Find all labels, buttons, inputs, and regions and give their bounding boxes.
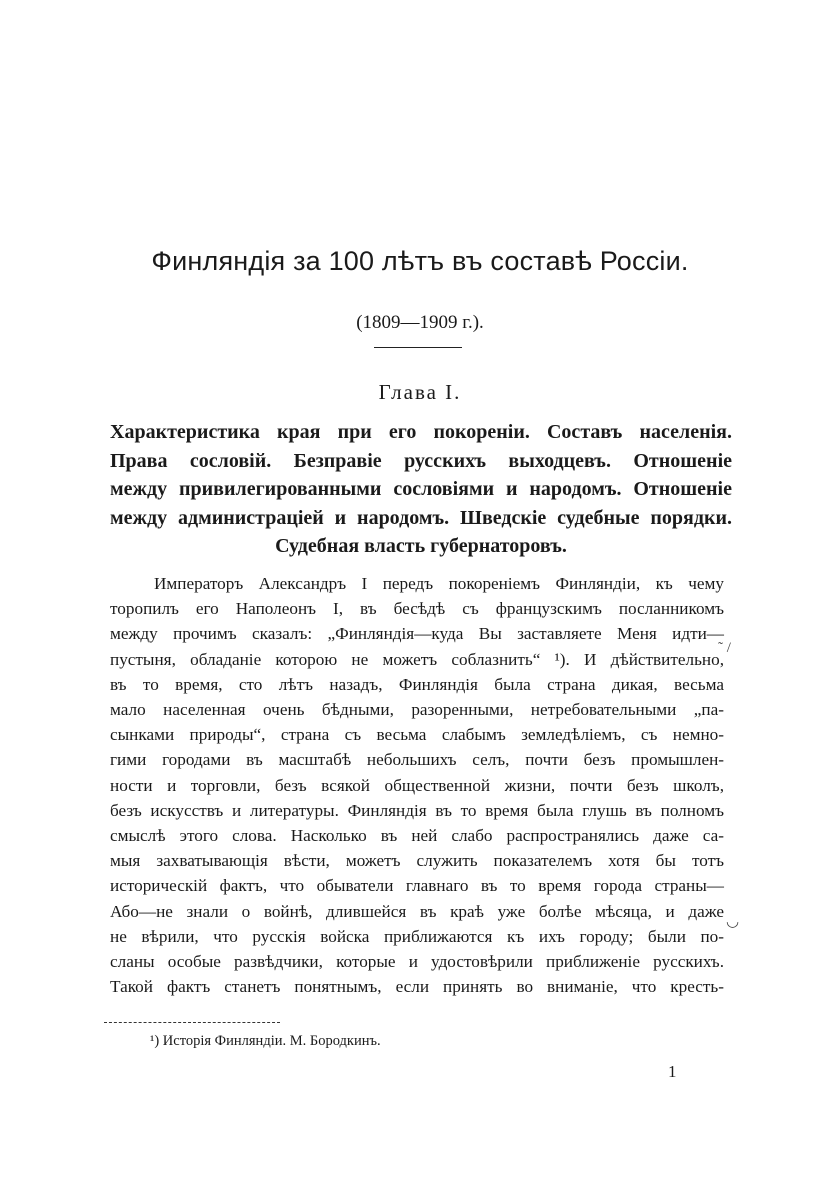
body-line: Такой фактъ станетъ понятнымъ, если принять во вниманіе, что кресть- [110,977,724,997]
body-line: мыя захватывающія вѣсти, можетъ служить показателемъ хотя бы тотъ [110,851,724,871]
summary-line: между привилегированными сословіями и народомъ. Отношеніе [110,478,732,500]
body-line: Императоръ Александръ I передъ покореніемъ Финляндіи, къ чему [154,574,724,593]
page-title: Финляндія за 100 лѣтъ въ составѣ Россіи. [151,246,689,276]
body-line: между прочимъ сказалъ: „Финляндія—куда Вы заставляете Меня идти— [110,624,724,644]
page-number: 1 [668,1062,677,1081]
body-line: сланы особые развѣдчики, которые и удостовѣрили приближеніе русскихъ. [110,952,724,972]
body-line: гими городами въ масштабѣ небольшихъ селъ, почти безъ промышлен- [110,750,724,770]
body-line: сынками природы“, страна съ весьма слабымъ земледѣліемъ, съ немно- [110,725,724,745]
body-line: въ то время, сто лѣтъ назадъ, Финляндія была страна дикая, весьма [110,674,724,694]
chapter-heading: Глава I. [378,380,462,404]
body-line: Або—не знали о войнѣ, длившейся въ краѣ уже болѣе мѣсяца, и даже [110,901,724,921]
summary-line: Характеристика края при его покореніи. Составъ населенія. [110,421,732,443]
body-line: не вѣрили, что русскія войска приближаются къ ихъ городу; были по- [110,926,724,946]
body-line: историческій фактъ, что обыватели главнаго въ то время города страны— [110,876,724,896]
chapter-summary [110,418,732,561]
summary-line: Судебная власть губернаторовъ. [275,535,567,557]
summary-line: Права сословій. Безправіе русскихъ выходцевъ. Отношеніе [110,449,732,472]
body-line: ности и торговли, безъ всякой общественной жизни, почти безъ школъ, [110,775,724,795]
margin-mark: ˜ / [718,640,731,656]
body-line: пустыня, обладаніе которою не можетъ соблазнить“ ¹). И дѣйствительно, [110,649,724,669]
footnote: ¹) Исторія Финляндіи. М. Бородкинъ. [150,1033,381,1049]
body-text [110,571,724,999]
footnote-divider [104,1022,280,1023]
body-line: безъ искусствъ и литературы. Финляндія въ то время была глушь въ полномъ [110,800,724,820]
title-divider [374,347,462,348]
body-line: смыслѣ этого слова. Насколько въ ней слабо распространялись даже са- [110,826,724,846]
body-line: мало населенная очень бѣдными, разоренными, нетребовательными „па- [110,700,724,720]
body-line: торопилъ его Наполеонъ I, въ бесѣдѣ съ французскимъ посланникомъ [110,599,724,619]
summary-line: между администраціей и народомъ. Шведскіе судебные порядки. [110,506,732,529]
date-range: (1809—1909 г.). [356,312,484,333]
margin-mark: ◡ [726,914,740,930]
